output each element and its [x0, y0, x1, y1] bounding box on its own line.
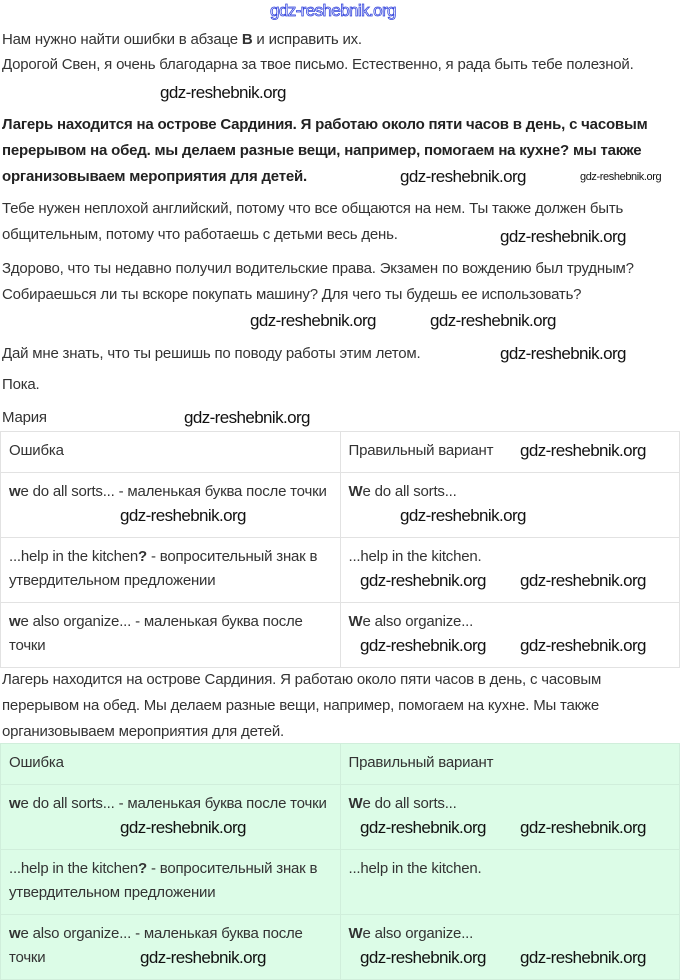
paragraph-e: Дай мне знать, что ты решишь по поводу работы этим летом.	[2, 345, 421, 362]
err-letter: w	[9, 483, 21, 500]
watermark: gdz-reshebnik.org	[400, 506, 526, 525]
watermark: gdz-reshebnik.org	[580, 171, 662, 183]
fix-letter: W	[348, 925, 363, 942]
header-correct: Правильный вариант	[340, 744, 680, 785]
fix-letter: W	[348, 613, 363, 630]
watermark: gdz-reshebnik.org	[430, 311, 556, 330]
fix-letter: W	[348, 483, 363, 500]
err-tail: - вопросительный знак в утвердительном предложении	[9, 860, 318, 901]
err-text: e do all sorts... - маленькая буква после точки	[20, 795, 327, 812]
err-mark: ?	[138, 860, 147, 877]
error-cell	[1, 603, 341, 668]
fix-text: e also organize...	[362, 613, 474, 630]
watermark: gdz-reshebnik.org	[120, 506, 246, 525]
watermark: gdz-reshebnik.org	[500, 344, 626, 363]
watermark: gdz-reshebnik.org	[520, 441, 646, 460]
watermark: gdz-reshebnik.org	[250, 311, 376, 330]
closing: Пока.	[2, 376, 40, 393]
intro-before: Нам нужно найти ошибки в абзаце	[2, 31, 242, 48]
fix-text: e do all sorts...	[362, 483, 457, 500]
header-error: Ошибка	[1, 744, 341, 785]
err-tail: - вопросительный знак в утвердительном предложении	[9, 548, 318, 589]
header-error: Ошибка	[1, 432, 341, 473]
err-text: ...help in the kitchen	[9, 860, 139, 877]
watermark: gdz-reshebnik.org	[270, 1, 396, 20]
errors-table	[0, 431, 680, 668]
fix-text: ...help in the kitchen.	[348, 860, 482, 877]
error-cell	[1, 785, 341, 850]
watermark: gdz-reshebnik.org	[120, 818, 246, 837]
watermark: gdz-reshebnik.org	[520, 636, 646, 655]
error-cell	[1, 538, 341, 603]
fix-cell	[340, 473, 680, 538]
watermark: gdz-reshebnik.org	[520, 818, 646, 837]
error-cell	[1, 850, 341, 915]
letter-greeting: Дорогой Свен, я очень благодарна за твое письмо. Естественно, я рада быть тебе полезной.	[2, 56, 634, 73]
err-letter: w	[9, 795, 21, 812]
watermark: gdz-reshebnik.org	[520, 948, 646, 967]
fix-text: e also organize...	[362, 925, 474, 942]
error-cell	[1, 473, 341, 538]
err-letter: w	[9, 613, 21, 630]
table-row	[1, 473, 680, 538]
watermark: gdz-reshebnik.org	[160, 83, 286, 102]
paragraph-b: Лагерь находится на острове Сардиния. Я работаю около пяти часов в день, с часовым перерывом на обед. мы делаем разные вещи, например, помогаем на кухне? мы также организовываем мероприятия для детей.	[2, 116, 648, 185]
err-text: e do all sorts... - маленькая буква после точки	[20, 483, 327, 500]
table-header-row	[1, 744, 680, 785]
err-mark: ?	[138, 548, 147, 565]
watermark: gdz-reshebnik.org	[520, 571, 646, 590]
paragraph-d: Здорово, что ты недавно получил водительские права. Экзамен по вождению был трудным? Собираешься ли ты вскоре покупать машину? Для чего ты будешь ее использовать?	[2, 260, 634, 303]
intro-bold: B	[241, 31, 253, 48]
fix-letter: W	[348, 795, 363, 812]
intro-after: и исправить их.	[252, 31, 362, 48]
table-row	[1, 915, 680, 980]
watermark: gdz-reshebnik.org	[360, 948, 486, 967]
table-row	[1, 850, 680, 915]
fix-text: e do all sorts...	[362, 795, 457, 812]
fix-cell	[340, 538, 680, 603]
corrected-paragraph: Лагерь находится на острове Сардиния. Я работаю около пяти часов в день, с часовым перерывом на обед. Мы делаем разные вещи, например, помогаем на кухне. Мы также организовываем мероприятия для детей.	[2, 671, 602, 740]
table-header-row	[1, 432, 680, 473]
err-text: e also organize... - маленькая буква после точки	[9, 613, 303, 654]
watermark: gdz-reshebnik.org	[400, 167, 526, 186]
fix-cell	[340, 603, 680, 668]
watermark: gdz-reshebnik.org	[360, 636, 486, 655]
signature: Мария	[2, 409, 47, 426]
err-text: ...help in the kitchen	[9, 548, 139, 565]
watermark: gdz-reshebnik.org	[500, 227, 626, 246]
err-letter: w	[9, 925, 21, 942]
fix-cell	[340, 915, 680, 980]
err-text: e also organize... - маленькая буква после точки	[9, 925, 303, 966]
fix-cell	[340, 785, 680, 850]
fix-text: ...help in the kitchen.	[348, 548, 482, 565]
error-cell	[1, 915, 341, 980]
table-row	[1, 785, 680, 850]
table-row	[1, 538, 680, 603]
fix-cell	[340, 850, 680, 915]
intro-text	[2, 27, 678, 53]
watermark: gdz-reshebnik.org	[360, 571, 486, 590]
paragraph-c: Тебе нужен неплохой английский, потому что все общаются на нем. Ты также должен быть общительным, потому что работаешь с детьми весь день.	[2, 200, 624, 243]
errors-table-highlighted	[0, 743, 680, 980]
watermark: gdz-reshebnik.org	[140, 948, 266, 967]
table-row	[1, 603, 680, 668]
header-correct: Правильный вариант	[340, 432, 680, 473]
watermark: gdz-reshebnik.org	[184, 408, 310, 427]
watermark: gdz-reshebnik.org	[360, 818, 486, 837]
